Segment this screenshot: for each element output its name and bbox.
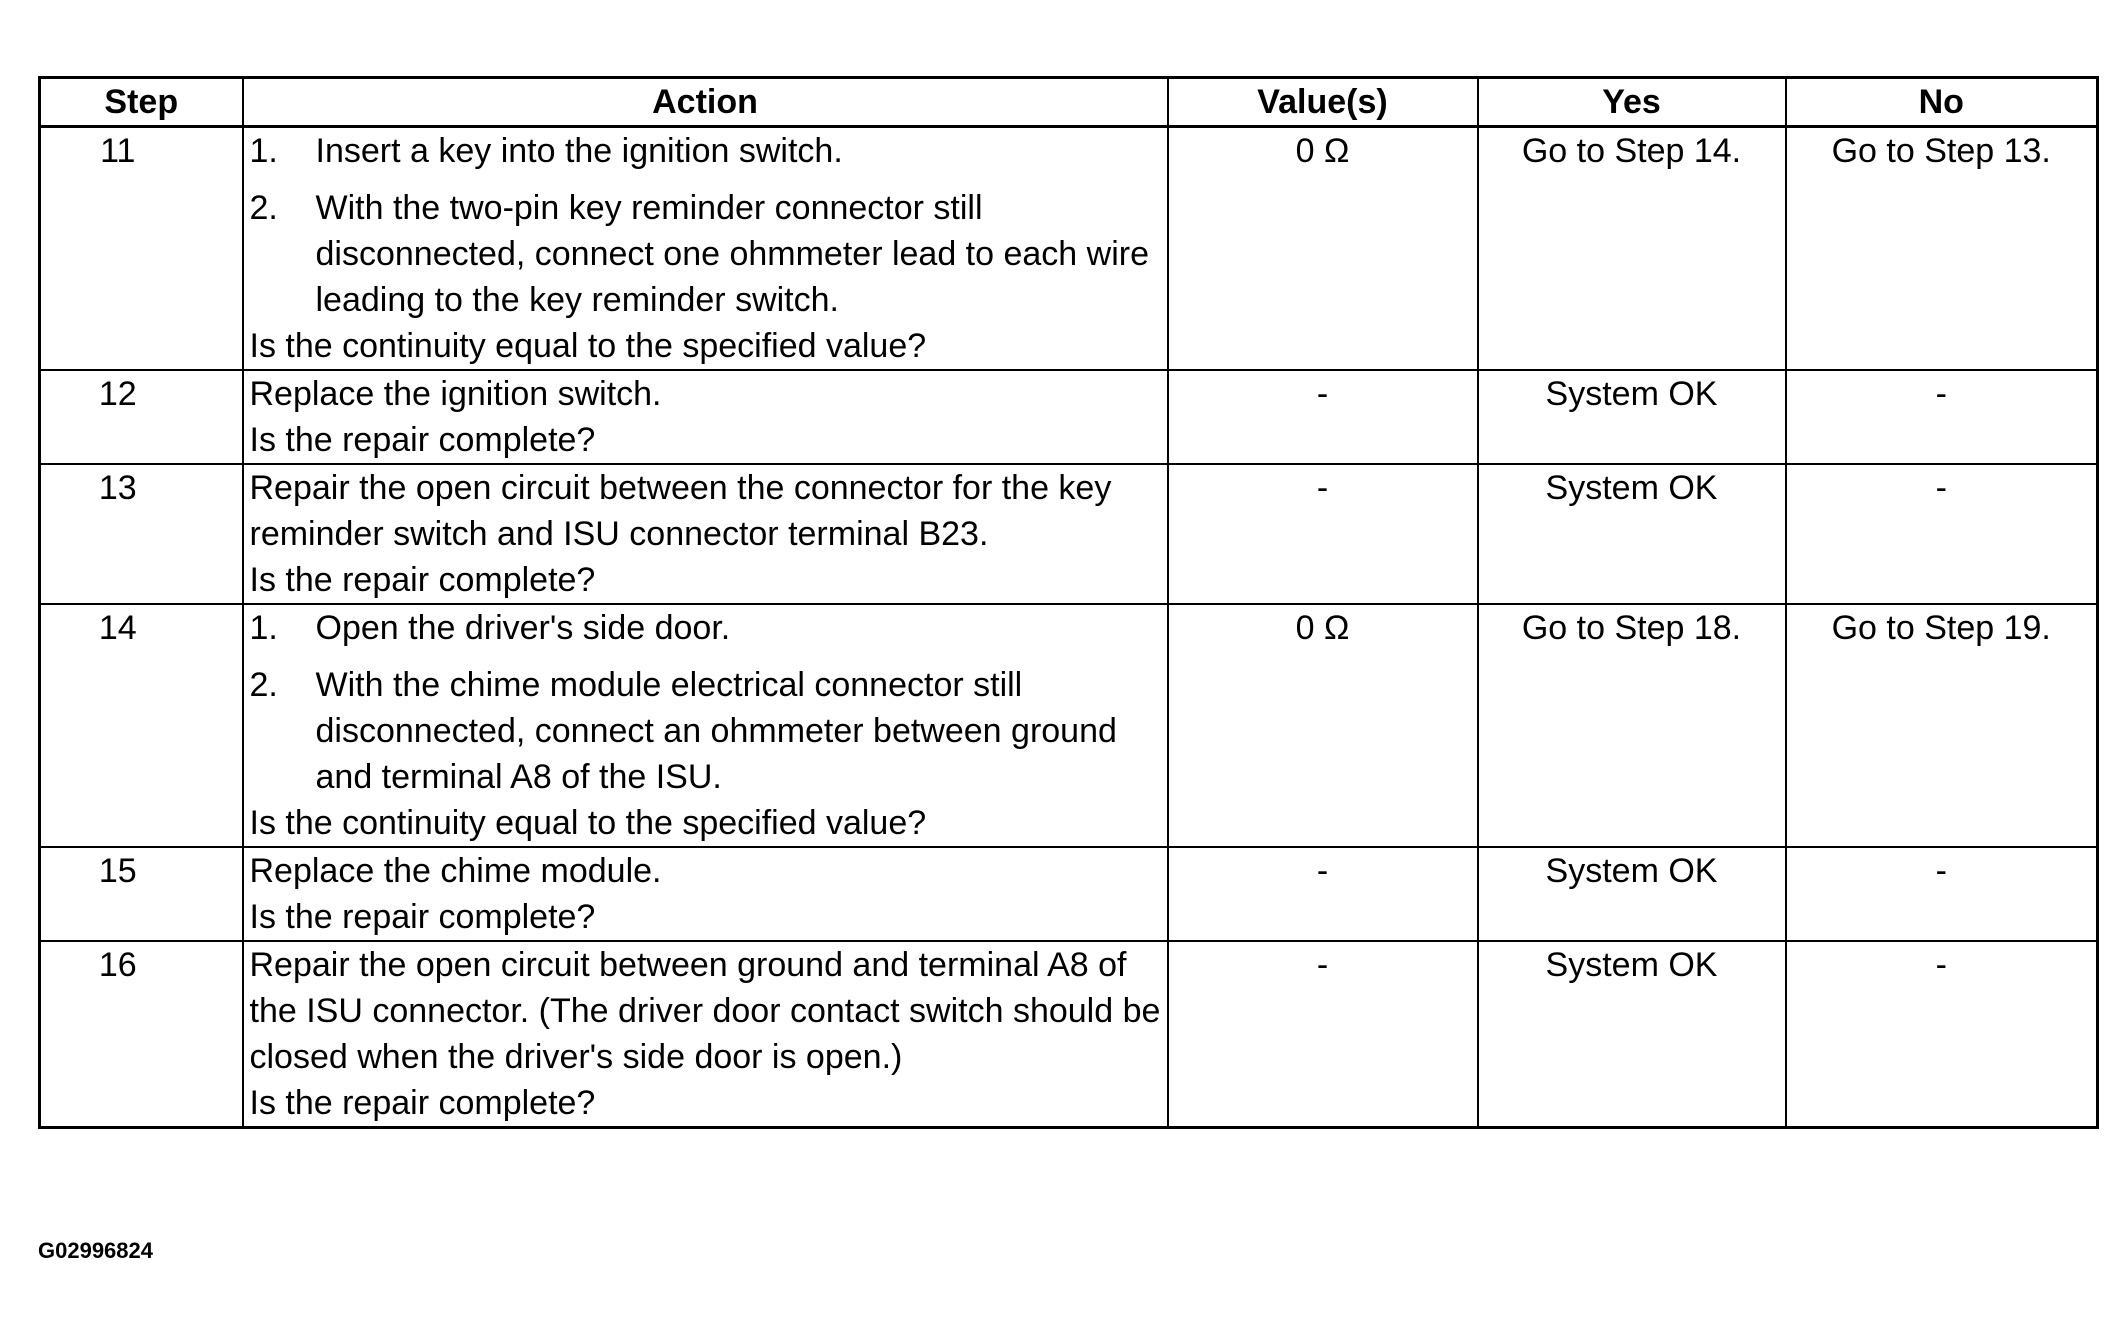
- table-row: [40, 941, 2098, 1128]
- item-number: 2.: [249, 666, 278, 704]
- value-cell: -: [1168, 847, 1478, 941]
- action-item: [250, 128, 1163, 174]
- figure-id: G02996824: [38, 1238, 153, 1263]
- action-cell: [243, 370, 1168, 464]
- action-cell: [243, 127, 1168, 371]
- action-cell: [243, 941, 1168, 1128]
- action-question: Is the repair complete?: [249, 898, 596, 936]
- action-question: Is the repair complete?: [249, 1084, 596, 1122]
- item-text: With the chime module electrical connector still disconnected, connect an ohmmeter between ground and terminal A8 of the ISU.: [315, 666, 1117, 796]
- action-cell: [243, 847, 1168, 941]
- action-cell: [243, 464, 1168, 604]
- item-number: 1.: [249, 609, 278, 647]
- value-cell: 0 Ω: [1168, 604, 1478, 847]
- action-text: Repair the open circuit between the connector for the key reminder switch and ISU connector terminal B23.: [249, 469, 1112, 553]
- yes-cell: Go to Step 14.: [1478, 127, 1786, 371]
- header-values: Value(s): [1168, 78, 1478, 127]
- value-cell: -: [1168, 464, 1478, 604]
- table-row: [40, 464, 2098, 604]
- action-item: [250, 662, 1163, 800]
- header-no: No: [1786, 78, 2098, 127]
- table-row: [40, 127, 2098, 371]
- value-cell: 0 Ω: [1168, 127, 1478, 371]
- header-step: Step: [40, 78, 243, 127]
- action-question: Is the repair complete?: [249, 561, 596, 599]
- action-text: Replace the ignition switch.: [249, 375, 662, 413]
- no-cell: -: [1786, 941, 2098, 1128]
- action-text: Replace the chime module.: [249, 852, 662, 890]
- no-cell: -: [1786, 464, 2098, 604]
- header-yes: Yes: [1478, 78, 1786, 127]
- action-question: Is the continuity equal to the specified value?: [249, 327, 927, 365]
- value-cell: -: [1168, 941, 1478, 1128]
- step-number: 15: [40, 847, 243, 941]
- yes-cell: System OK: [1478, 370, 1786, 464]
- yes-cell: System OK: [1478, 941, 1786, 1128]
- action-text: Repair the open circuit between ground and terminal A8 of the ISU connector. (The driver door contact switch should be closed when the driver's side door is open.): [249, 946, 1161, 1076]
- table-row: [40, 370, 2098, 464]
- table-row: [40, 847, 2098, 941]
- item-number: 2.: [249, 189, 278, 227]
- action-item: [250, 605, 1163, 651]
- step-number: 13: [40, 464, 243, 604]
- action-question: Is the repair complete?: [249, 421, 596, 459]
- action-item: [250, 185, 1163, 323]
- item-text: Insert a key into the ignition switch.: [315, 132, 843, 170]
- value-cell: -: [1168, 370, 1478, 464]
- yes-cell: System OK: [1478, 847, 1786, 941]
- step-number: 12: [40, 370, 243, 464]
- item-text: Open the driver's side door.: [315, 609, 731, 647]
- action-cell: [243, 604, 1168, 847]
- yes-cell: Go to Step 18.: [1478, 604, 1786, 847]
- no-cell: -: [1786, 847, 2098, 941]
- no-cell: Go to Step 19.: [1786, 604, 2098, 847]
- header-action: Action: [243, 78, 1168, 127]
- no-cell: Go to Step 13.: [1786, 127, 2098, 371]
- table-row: [40, 604, 2098, 847]
- no-cell: -: [1786, 370, 2098, 464]
- step-number: 11: [40, 127, 243, 371]
- action-question: Is the continuity equal to the specified value?: [249, 804, 927, 842]
- step-number: 14: [40, 604, 243, 847]
- step-number: 16: [40, 941, 243, 1128]
- header-row: [40, 78, 2098, 127]
- item-text: With the two-pin key reminder connector still disconnected, connect one ohmmeter lead to each wire leading to the key reminder switch.: [315, 189, 1149, 319]
- item-number: 1.: [249, 132, 278, 170]
- diagnostic-table: [38, 76, 2099, 1129]
- yes-cell: System OK: [1478, 464, 1786, 604]
